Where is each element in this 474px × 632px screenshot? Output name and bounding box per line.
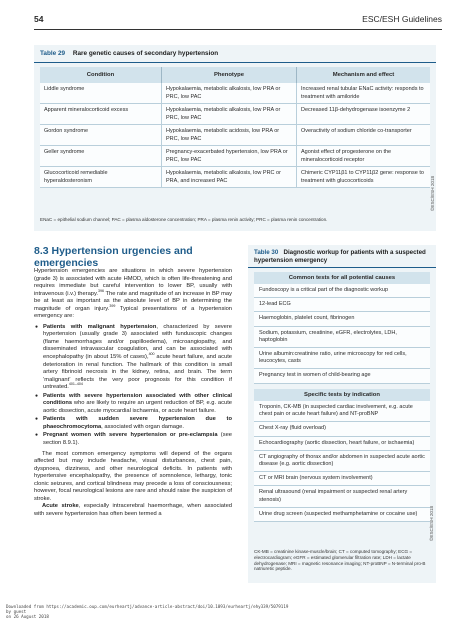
- list-item: [34, 416, 232, 431]
- table-30-watermark: ©ESC/ESH 2018: [429, 505, 434, 541]
- body-text: [34, 268, 232, 519]
- table-30: [248, 245, 436, 583]
- list-item: [34, 432, 232, 447]
- list-item-heading: Patients with severe hypertension associated with other clinical conditions: [43, 392, 232, 407]
- table-30-group-common: [254, 272, 430, 384]
- column-header-mechanism: Mechanism and effect: [332, 72, 395, 78]
- table-cell: Increased renal tubular ENaC activity: responds to treatment with amiloride: [301, 86, 424, 100]
- table-cell: Hypokalaemia, metabolic alkalosis, low PRA or PRC, low PAC: [162, 83, 297, 103]
- text-run: Hypertension emergencies are situations in which severe hypertension (grade 3) is associated with acute HMOD, which is often life-threatening and requires immediate but careful intervention to lower BP, usually with intravenous (i.v.) therapy.: [34, 268, 232, 297]
- table-cell: Geller syndrome: [40, 146, 162, 166]
- presentation-list: [34, 324, 232, 448]
- table-29-rule: [34, 62, 436, 63]
- list-item-heading: Patients with sudden severe hypertension due to phaeochromocytoma: [43, 416, 232, 430]
- running-title: ESC/ESH Guidelines: [362, 14, 442, 24]
- download-by: by guest: [6, 609, 27, 614]
- download-date: on 26 August 2018: [6, 614, 49, 619]
- table-29-footnote: ENaC = epithelial sodium channel; PAC = plasma aldosterone concentration; PRA = plasma renin activity; PRC = plasma renin concentration.: [40, 217, 328, 222]
- column-header-condition: Condition: [40, 67, 162, 83]
- table-29-caption: Rare genetic causes of secondary hypertension: [72, 50, 219, 57]
- list-item: Haemoglobin, platelet count, fibrinogen: [254, 312, 430, 326]
- list-item: Troponin, CK-MB (in suspected cardiac involvement, e.g. acute chest pain or acute heart failure) and NT-proBNP: [254, 401, 430, 422]
- list-item: 12-lead ECG: [254, 298, 430, 312]
- paragraph: The most common emergency symptoms will depend of the organs affected but may include headache, visual disturbances, chest pain, dyspnoea, dizziness, and other neurological deficits. In patients with hypertensive encephalopathy, the presence of somnolence, lethargy, tonic clonic seizures, and cortical blindness may precede a loss of consciousness; however, focal neurological lesions are rare and should raise the suspicion of stroke.: [34, 450, 232, 502]
- table-30-group-specific: [254, 389, 430, 522]
- header-rule: [34, 29, 442, 30]
- paragraph: [34, 268, 232, 321]
- table-cell: Agonist effect of progesterone on the mineralocorticoid receptor: [301, 149, 392, 163]
- text-run-bold: Acute stroke: [42, 503, 79, 510]
- table-cell: Gordon syndrome: [40, 125, 162, 145]
- list-item: Sodium, potassium, creatinine, eGFR, electrolytes, LDH, haptoglobin: [254, 327, 430, 348]
- list-item: Fundoscopy is a critical part of the diagnostic workup: [254, 284, 430, 298]
- table-cell: Hypokalaemia, metabolic alkalosis, low PRC or PRA, and increased PAC: [162, 167, 297, 187]
- list-item: CT angiography of thorax and/or abdomen in suspected acute aortic disease (e.g. aortic dissection): [254, 451, 430, 472]
- table-30-footnote: CK-MB = creatinine kinase-muscle/brain; CT = computed tomography; ECG = electrocardiogram; eGFR = estimated glomerular filtration rate; LDH = lactate dehydrogenase; MRI = magnetic resonance imaging; NT-proBNP = N-terminal pro-B natriuretic peptide.: [254, 549, 426, 572]
- table-row: [40, 146, 430, 167]
- table-cell: Hypokalaemia, metabolic alkalosis, low PRA or PRC, low PAC: [162, 104, 297, 124]
- table-cell: Apparent mineralocorticoid excess: [40, 104, 162, 124]
- table-30-group-header: Common tests for all potential causes: [254, 272, 430, 284]
- download-url: Downloaded from https://academic.oup.com/eurheartj/advance-article-abstract/doi/10.1093/eurheartj/ehy339/5079119: [6, 604, 289, 609]
- column-header-phenotype: Phenotype: [162, 67, 297, 83]
- section-heading: [34, 245, 234, 269]
- table-row: [40, 83, 430, 104]
- table-29-grid: [40, 67, 430, 188]
- section-title-line-1: 8.3 Hypertension urgencies and: [34, 245, 193, 257]
- table-29-title: [40, 50, 218, 57]
- table-row: [40, 104, 430, 125]
- list-item-heading: Patients with malignant hypertension: [43, 323, 157, 330]
- list-item: Chest X-ray (fluid overload): [254, 422, 430, 436]
- paragraph: [34, 503, 232, 518]
- list-item: Pregnancy test in women of child-bearing age: [254, 369, 430, 383]
- list-item: Echocardiography (aortic dissection, heart failure, or ischaemia): [254, 437, 430, 451]
- reference: 399: [109, 303, 116, 308]
- table-29-header-row: [40, 67, 430, 83]
- reference: 400: [148, 352, 155, 357]
- text-run: acute heart failure, and acute deterioration in renal function. The hallmark of this condition is small artery fibrinoid necrosis in the kidney, retina, and brain. The term ‘malignant’ reflects the very poor prognosis for this condition if untreated.: [43, 354, 232, 391]
- table-cell: Hypokalaemia, metabolic acidosis, low PRA or PRC, low PAC: [162, 125, 297, 145]
- text-run: (see section 8.9.1).: [43, 432, 232, 447]
- table-cell: Overactivity of sodium chloride co-transporter: [301, 128, 412, 134]
- page-header: [34, 14, 442, 26]
- table-29-label: Table 29: [40, 50, 66, 57]
- list-item: Renal ultrasound (renal impairment or suspected renal artery stenosis): [254, 486, 430, 507]
- text-run: , characterized by severe hypertension (usually grade 3) associated with funduscopic changes (flame haemorrhages and/or papilloedema), microangiopathy, and disseminated intravascular coagulation, and can be associated with encephalopathy (in about 15% of cases),: [43, 323, 232, 361]
- download-stamp: [6, 604, 288, 619]
- table-30-caption: Diagnostic workup for patients with a suspected hypertension emergency: [254, 249, 426, 264]
- table-29-watermark: ©ESC/ESH 2018: [430, 175, 435, 211]
- table-cell: Liddle syndrome: [40, 83, 162, 103]
- table-30-label: Table 30: [254, 249, 279, 256]
- reference: 401–404: [68, 382, 83, 387]
- list-item: [34, 324, 232, 392]
- list-item: CT or MRI brain (nervous system involvement): [254, 472, 430, 486]
- list-item: [34, 393, 232, 416]
- table-cell: Glucocorticoid remediable hyperaldosteronism: [40, 167, 162, 187]
- page-number: 54: [34, 14, 44, 24]
- table-30-rule: [248, 267, 436, 268]
- table-cell: Pregnancy-exacerbated hypertension, low PRA or PRC, low PAC: [162, 146, 297, 166]
- text-run: Typical presentations of a hypertension emergency are:: [34, 305, 232, 320]
- text-run: who are likely to require an urgent reduction of BP, e.g. acute aortic dissection, acute myocardial ischaemia, or acute heart failure.: [43, 400, 232, 414]
- section-title-line-2: emergencies: [34, 257, 99, 269]
- text-run: , especially intracerebral haemorrhage, when associated with severe hypertension has often been termed a: [34, 503, 232, 517]
- table-29: [34, 45, 436, 231]
- table-row: [40, 125, 430, 146]
- table-row: [40, 167, 430, 188]
- reference: 396: [98, 288, 105, 293]
- table-cell: Chimeric CYP11β1 to CYP11β2 gene: response to treatment with glucocorticoids: [301, 170, 424, 184]
- list-item: Urine albumin:creatinine ratio, urine microscopy for red cells, leucocytes, casts: [254, 348, 430, 369]
- text-run: The rate and magnitude of an increase in BP may be at least as important as the absolute level of BP in determining the magnitude of organ injury.: [34, 290, 232, 312]
- list-item: Urine drug screen (suspected methamphetamine or cocaine use): [254, 508, 430, 522]
- table-30-title: [254, 249, 434, 264]
- text-run: , associated with organ damage.: [101, 423, 184, 430]
- table-30-group-header: Specific tests by indication: [254, 389, 430, 401]
- table-cell: Decreased 11β-dehydrogenase isoenzyme 2: [301, 107, 411, 113]
- list-item-heading: Pregnant women with severe hypertension or pre-eclampsia: [43, 432, 218, 439]
